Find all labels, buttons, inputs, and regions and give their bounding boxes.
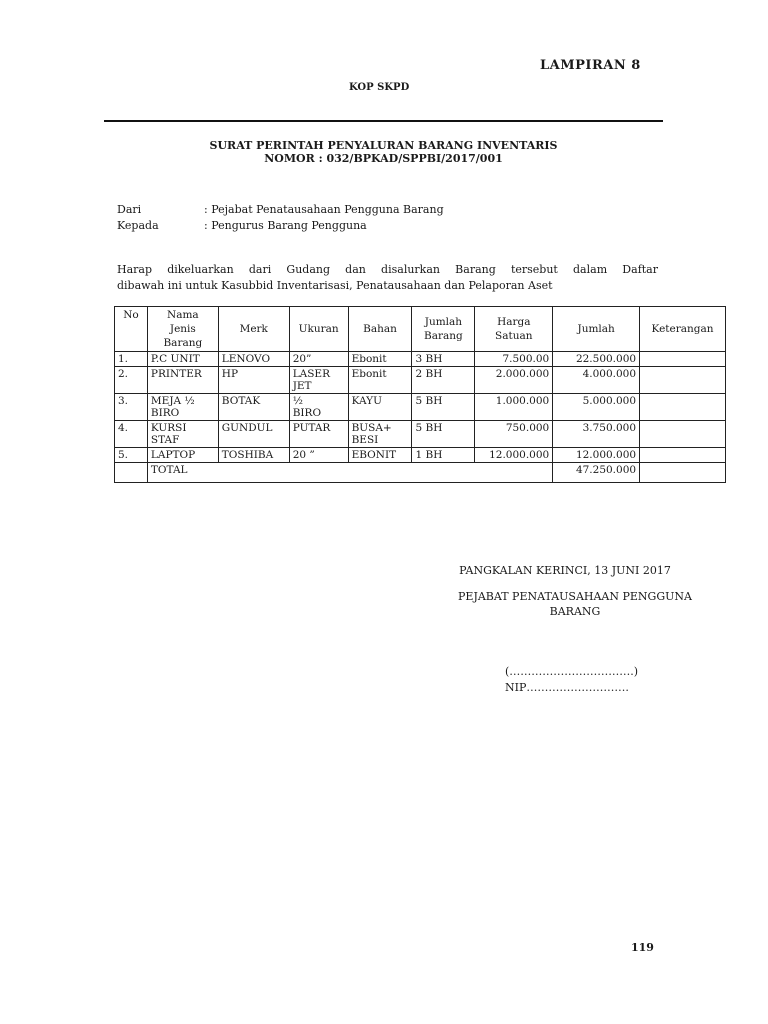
cell-jumlah-barang: 3 BH [412, 352, 475, 367]
header-merk: Merk [218, 307, 289, 352]
cell-ukuran [289, 421, 348, 448]
cell-nama [147, 367, 218, 394]
header-jumlah-barang-line-1: Jumlah [424, 316, 463, 328]
cell-nama [147, 421, 218, 448]
header-no: No [115, 307, 148, 352]
cell-bahan [348, 448, 412, 463]
to-value: : Pengurus Barang Pengguna [204, 219, 367, 232]
cell-ukuran [289, 352, 348, 367]
cell-no-empty [115, 463, 148, 483]
cell-keterangan-empty [640, 463, 726, 483]
cell-jumlah-barang: 5 BH [412, 421, 475, 448]
header-jumlah: Jumlah [553, 307, 640, 352]
cell-merk: BOTAK [218, 394, 289, 421]
cell-ukuran-line-2: JET [292, 380, 312, 392]
cell-keterangan [640, 352, 726, 367]
cell-bahan [348, 421, 412, 448]
cell-no: 4. [115, 421, 148, 448]
header-keterangan: Keterangan [640, 307, 726, 352]
cell-harga: 2.000.000 [475, 367, 553, 394]
place-date: PANGKALAN KERINCI, 13 JUNI 2017 [459, 564, 671, 577]
cell-nama-line-2: STAF [150, 434, 180, 446]
cell-ukuran-line-1: ½ [292, 395, 303, 407]
cell-harga: 750.000 [475, 421, 553, 448]
cell-no: 3. [115, 394, 148, 421]
cell-jumlah: 5.000.000 [553, 394, 640, 421]
cell-keterangan [640, 367, 726, 394]
cell-harga: 12.000.000 [475, 448, 553, 463]
cell-bahan [348, 352, 412, 367]
table-row [115, 421, 726, 448]
instruction-paragraph [117, 262, 658, 294]
page-number: 119 [631, 941, 654, 954]
cell-bahan [348, 394, 412, 421]
cell-keterangan [640, 448, 726, 463]
signatory-name-placeholder: (…………………………….) [505, 665, 639, 678]
header-harga-line-1: Harga [497, 316, 531, 328]
instruction-line-1: Harap dikeluarkan dari Gudang dan disalurkan Barang tersebut dalam Daftar [117, 263, 658, 276]
cell-bahan-line-1: KAYU [351, 395, 382, 407]
cell-nama [147, 448, 218, 463]
cell-ukuran-line-1: PUTAR [292, 422, 331, 434]
instruction-line-2: dibawah ini untuk Kasubbid Inventarisasi, Penatausahaan dan Pelaporan Aset [117, 279, 553, 292]
signatory-role-line-2: BARANG [549, 605, 601, 618]
header-nama-line-3: Barang [163, 337, 203, 349]
table-row [115, 352, 726, 367]
cell-jumlah-barang: 5 BH [412, 394, 475, 421]
table-row [115, 367, 726, 394]
cell-ukuran-line-2: BIRO [292, 407, 322, 419]
header-harga-line-2: Satuan [495, 330, 533, 342]
cell-harga: 7.500.00 [475, 352, 553, 367]
letterhead-placeholder: KOP SKPD [349, 82, 410, 93]
cell-bahan-line-1: BUSA+ [351, 422, 392, 434]
header-jumlah-barang-line-2: Barang [424, 330, 463, 342]
cell-no: 5. [115, 448, 148, 463]
cell-no: 2. [115, 367, 148, 394]
cell-bahan [348, 367, 412, 394]
cell-nama-line-1: PRINTER [150, 368, 202, 380]
total-row [115, 463, 726, 483]
cell-jumlah-barang: 1 BH [412, 448, 475, 463]
document-title: SURAT PERINTAH PENYALURAN BARANG INVENTARIS [209, 139, 558, 152]
cell-nama-line-2: BIRO [150, 407, 180, 419]
header-bahan: Bahan [348, 307, 412, 352]
signatory-nip: NIP………………………. [505, 681, 629, 694]
header-nama-line-1: Nama [167, 309, 199, 321]
header-divider [104, 120, 663, 122]
cell-merk: TOSHIBA [218, 448, 289, 463]
cell-bahan-line-1: Ebonit [351, 368, 387, 380]
cell-harga: 1.000.000 [475, 394, 553, 421]
table-header-row [115, 307, 726, 352]
cell-jumlah-barang: 2 BH [412, 367, 475, 394]
signatory-role [440, 589, 710, 619]
cell-merk: LENOVO [218, 352, 289, 367]
cell-merk: HP [218, 367, 289, 394]
cell-jumlah: 22.500.000 [553, 352, 640, 367]
cell-bahan-line-1: EBONIT [351, 449, 397, 461]
cell-jumlah: 3.750.000 [553, 421, 640, 448]
from-value: : Pejabat Penatausahaan Pengguna Barang [204, 203, 444, 216]
cell-ukuran-line-1: 20” [292, 353, 312, 365]
from-label: Dari [117, 203, 142, 216]
cell-ukuran [289, 394, 348, 421]
cell-nama-line-1: P.C UNIT [150, 353, 200, 365]
to-label: Kepada [117, 219, 159, 232]
document-number: NOMOR : 032/BPKAD/SPPBI/2017/001 [264, 152, 503, 165]
cell-no: 1. [115, 352, 148, 367]
total-label: TOTAL [147, 463, 552, 483]
cell-jumlah: 4.000.000 [553, 367, 640, 394]
table-row [115, 448, 726, 463]
table-row [115, 394, 726, 421]
cell-nama-line-1: LAPTOP [150, 449, 196, 461]
cell-nama-line-1: KURSI [150, 422, 187, 434]
cell-jumlah: 12.000.000 [553, 448, 640, 463]
cell-keterangan [640, 421, 726, 448]
cell-ukuran-line-1: LASER [292, 368, 331, 380]
header-nama [147, 307, 218, 352]
cell-ukuran [289, 448, 348, 463]
inventory-table [114, 306, 726, 483]
attachment-label: LAMPIRAN 8 [540, 58, 641, 73]
signatory-role-line-1: PEJABAT PENATAUSAHAAN PENGGUNA [458, 590, 692, 603]
header-jumlah-barang [412, 307, 475, 352]
cell-keterangan [640, 394, 726, 421]
header-nama-line-2: Jenis [169, 323, 196, 335]
cell-bahan-line-2: BESI [351, 434, 379, 446]
cell-merk: GUNDUL [218, 421, 289, 448]
total-value: 47.250.000 [553, 463, 640, 483]
cell-nama [147, 352, 218, 367]
cell-bahan-line-1: Ebonit [351, 353, 387, 365]
header-harga-satuan [475, 307, 553, 352]
cell-ukuran [289, 367, 348, 394]
cell-nama [147, 394, 218, 421]
cell-nama-line-1: MEJA ½ [150, 395, 195, 407]
cell-ukuran-line-1: 20 ” [292, 449, 315, 461]
header-ukuran: Ukuran [289, 307, 348, 352]
